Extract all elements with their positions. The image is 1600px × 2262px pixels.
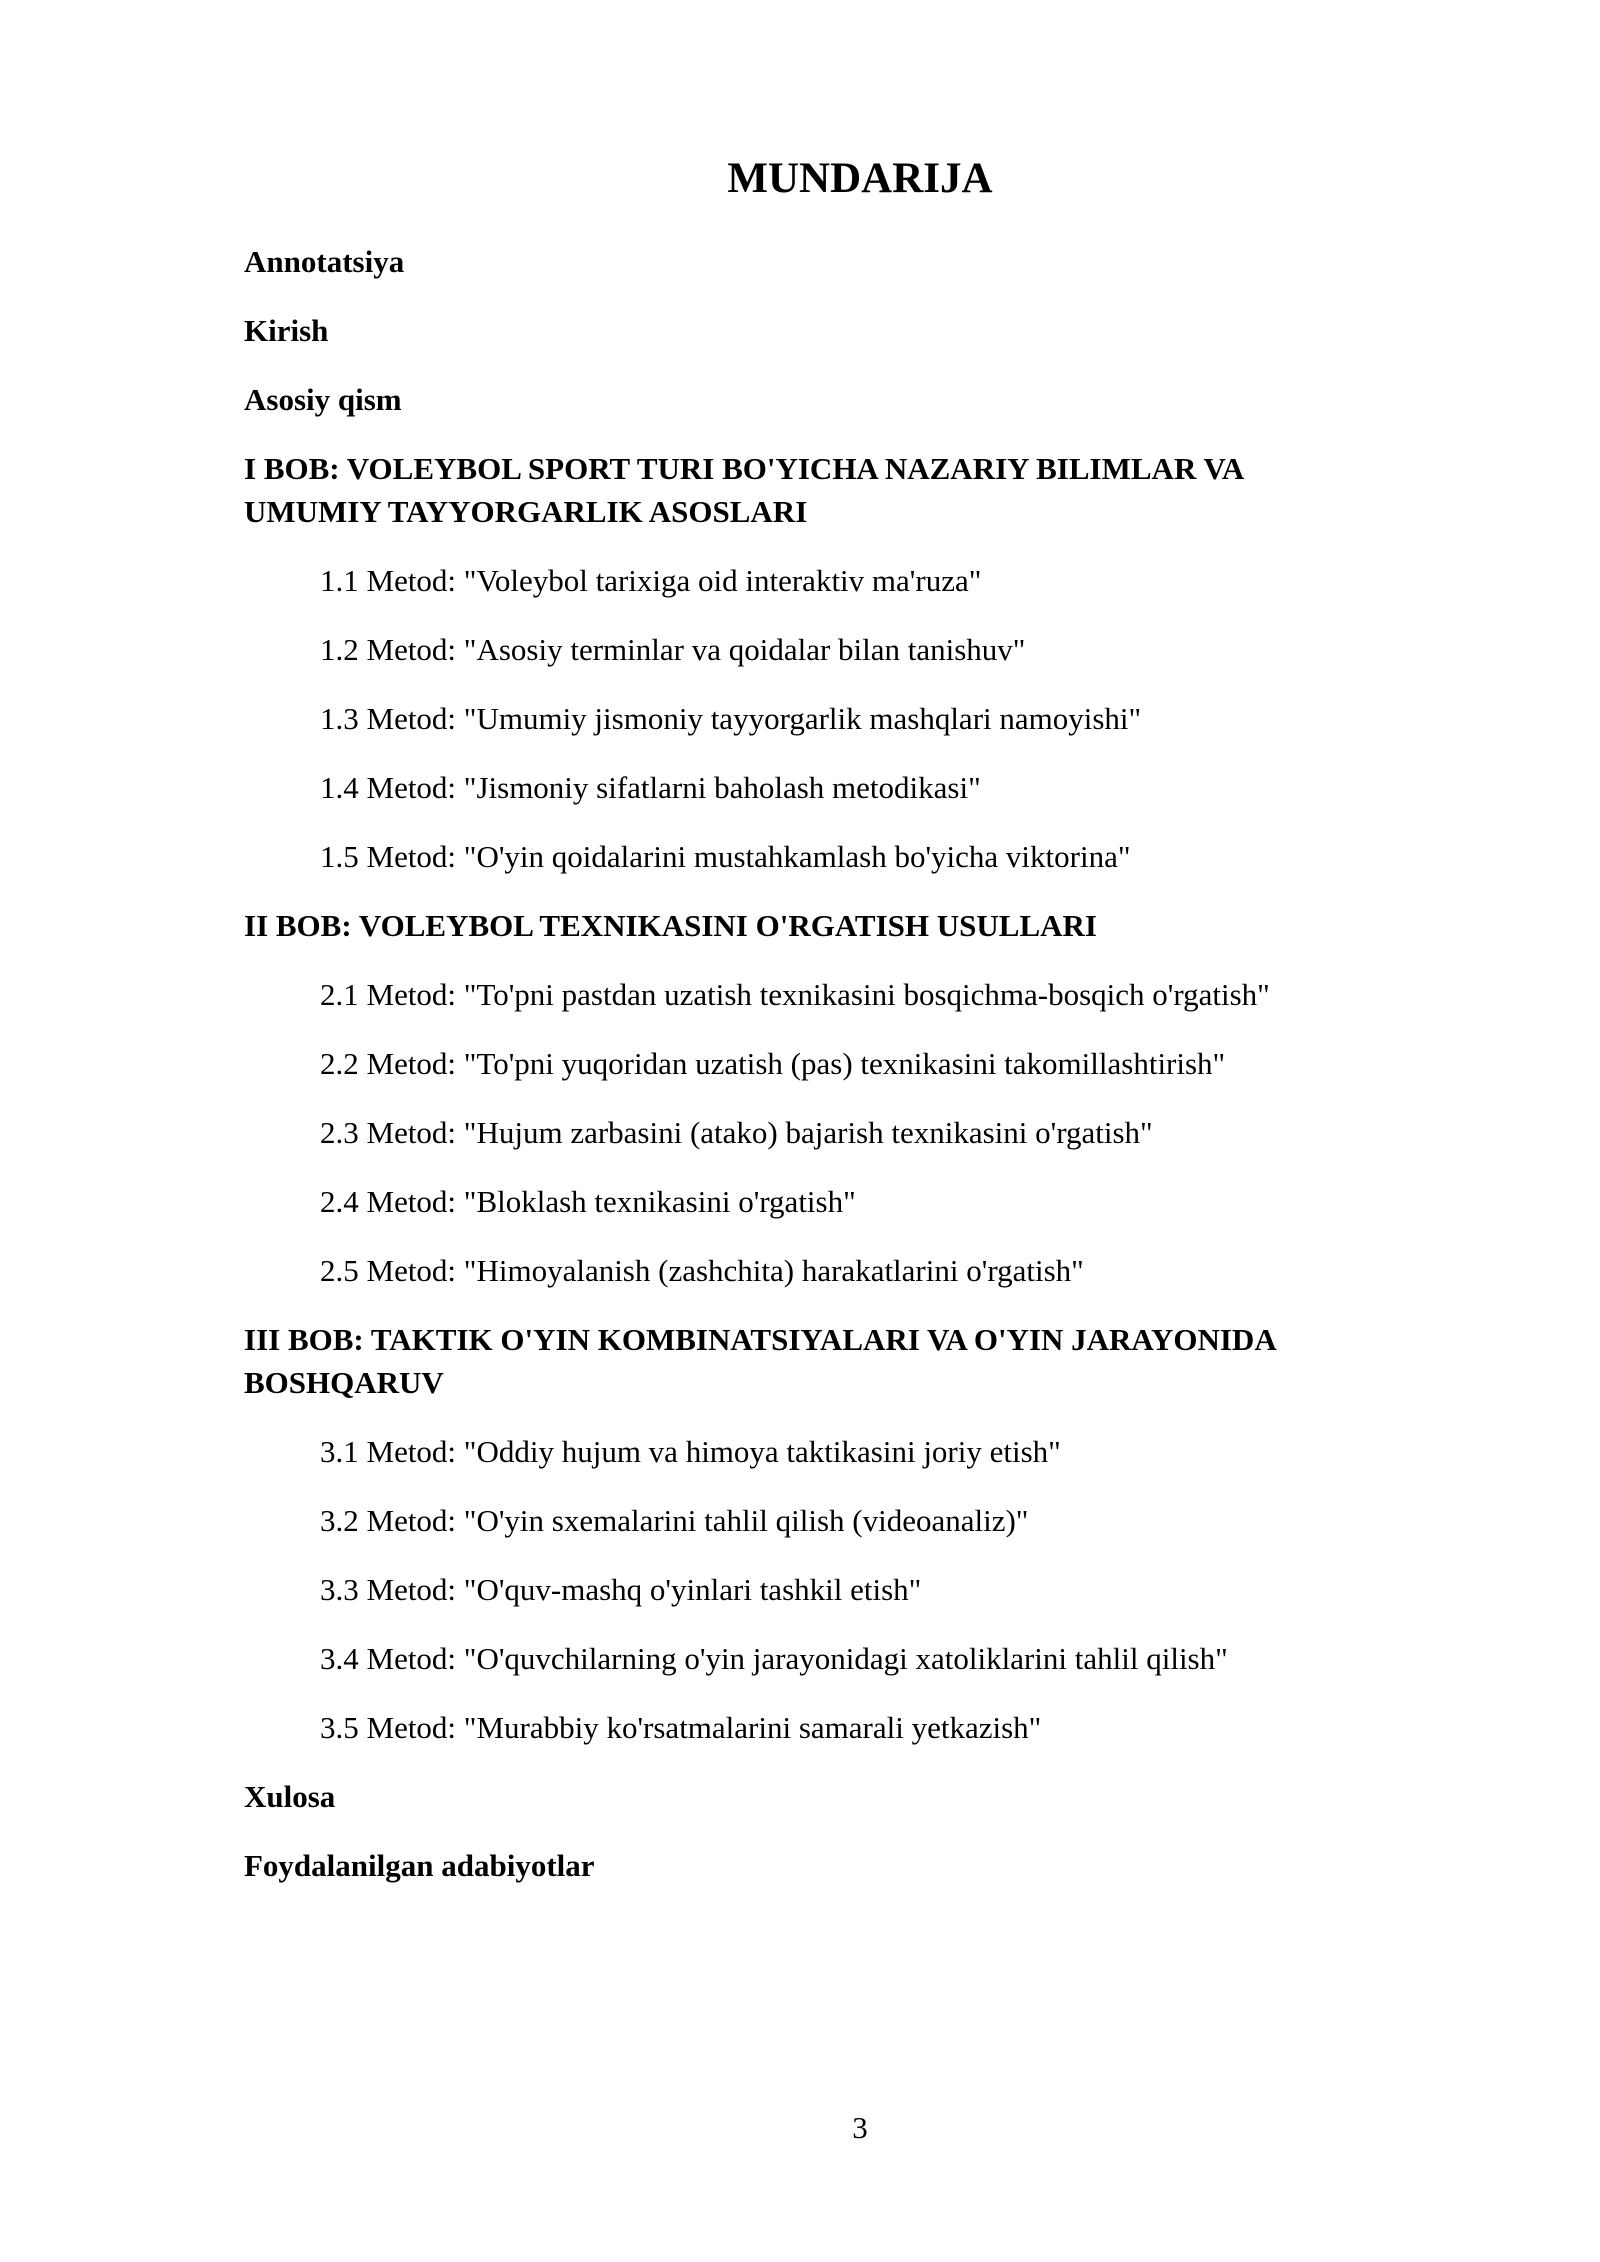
toc-entry-main-part: Asosiy qism: [244, 382, 402, 417]
toc-entry-references: Foydalanilgan adabiyotlar: [244, 1848, 595, 1883]
toc-section-1-4: 1.4 Metod: "Jismoniy sifatlarni baholash metodikasi": [320, 770, 981, 805]
toc-section-2-4: 2.4 Metod: "Bloklash texnikasini o'rgatish": [320, 1184, 856, 1219]
toc-section-2-5: 2.5 Metod: "Himoyalanish (zashchita) harakatlarini o'rgatish": [320, 1253, 1084, 1288]
toc-section-1-5: 1.5 Metod: "O'yin qoidalarini mustahkamlash bo'yicha viktorina": [320, 839, 1131, 874]
toc-chapter-2-title: II BOB: VOLEYBOL TEXNIKASINI O'RGATISH USULLARI: [244, 908, 1097, 943]
page-title: MUNDARIJA: [727, 155, 993, 202]
toc-section-3-3: 3.3 Metod: "O'quv-mashq o'yinlari tashkil etish": [320, 1572, 922, 1607]
toc-section-3-1: 3.1 Metod: "Oddiy hujum va himoya taktikasini joriy etish": [320, 1434, 1061, 1469]
toc-entry-introduction: Kirish: [244, 313, 329, 348]
toc-section-3-4: 3.4 Metod: "O'quvchilarning o'yin jarayonidagi xatoliklarini tahlil qilish": [320, 1641, 1228, 1676]
toc-section-3-5: 3.5 Metod: "Murabbiy ko'rsatmalarini samarali yetkazish": [320, 1710, 1042, 1745]
toc-chapter-1-title: I BOB: VOLEYBOL SPORT TURI BO'YICHA NAZARIY BILIMLAR VA UMUMIY TAYYORGARLIK ASOSLARI: [244, 451, 1243, 529]
toc-section-2-3: 2.3 Metod: "Hujum zarbasini (atako) bajarish texnikasini o'rgatish": [320, 1115, 1153, 1150]
toc-chapter-3-title: III BOB: TAKTIK O'YIN KOMBINATSIYALARI VA O'YIN JARAYONIDA BOSHQARUV: [244, 1322, 1275, 1400]
toc-section-1-1: 1.1 Metod: "Voleybol tarixiga oid interaktiv ma'ruza": [320, 563, 982, 598]
toc-section-2-1: 2.1 Metod: "To'pni pastdan uzatish texnikasini bosqichma-bosqich o'rgatish": [320, 977, 1270, 1012]
toc-section-1-2: 1.2 Metod: "Asosiy terminlar va qoidalar bilan tanishuv": [320, 632, 1026, 667]
toc-section-2-2: 2.2 Metod: "To'pni yuqoridan uzatish (pas) texnikasini takomillashtirish": [320, 1046, 1226, 1081]
toc-section-1-3: 1.3 Metod: "Umumiy jismoniy tayyorgarlik mashqlari namoyishi": [320, 701, 1142, 736]
page-number: 3: [852, 2110, 868, 2145]
toc-section-3-2: 3.2 Metod: "O'yin sxemalarini tahlil qilish (videoanaliz)": [320, 1503, 1029, 1538]
toc-entry-annotation: Annotatsiya: [244, 244, 405, 279]
table-of-contents: [244, 240, 1284, 1913]
toc-entry-conclusion: Xulosa: [244, 1779, 336, 1814]
